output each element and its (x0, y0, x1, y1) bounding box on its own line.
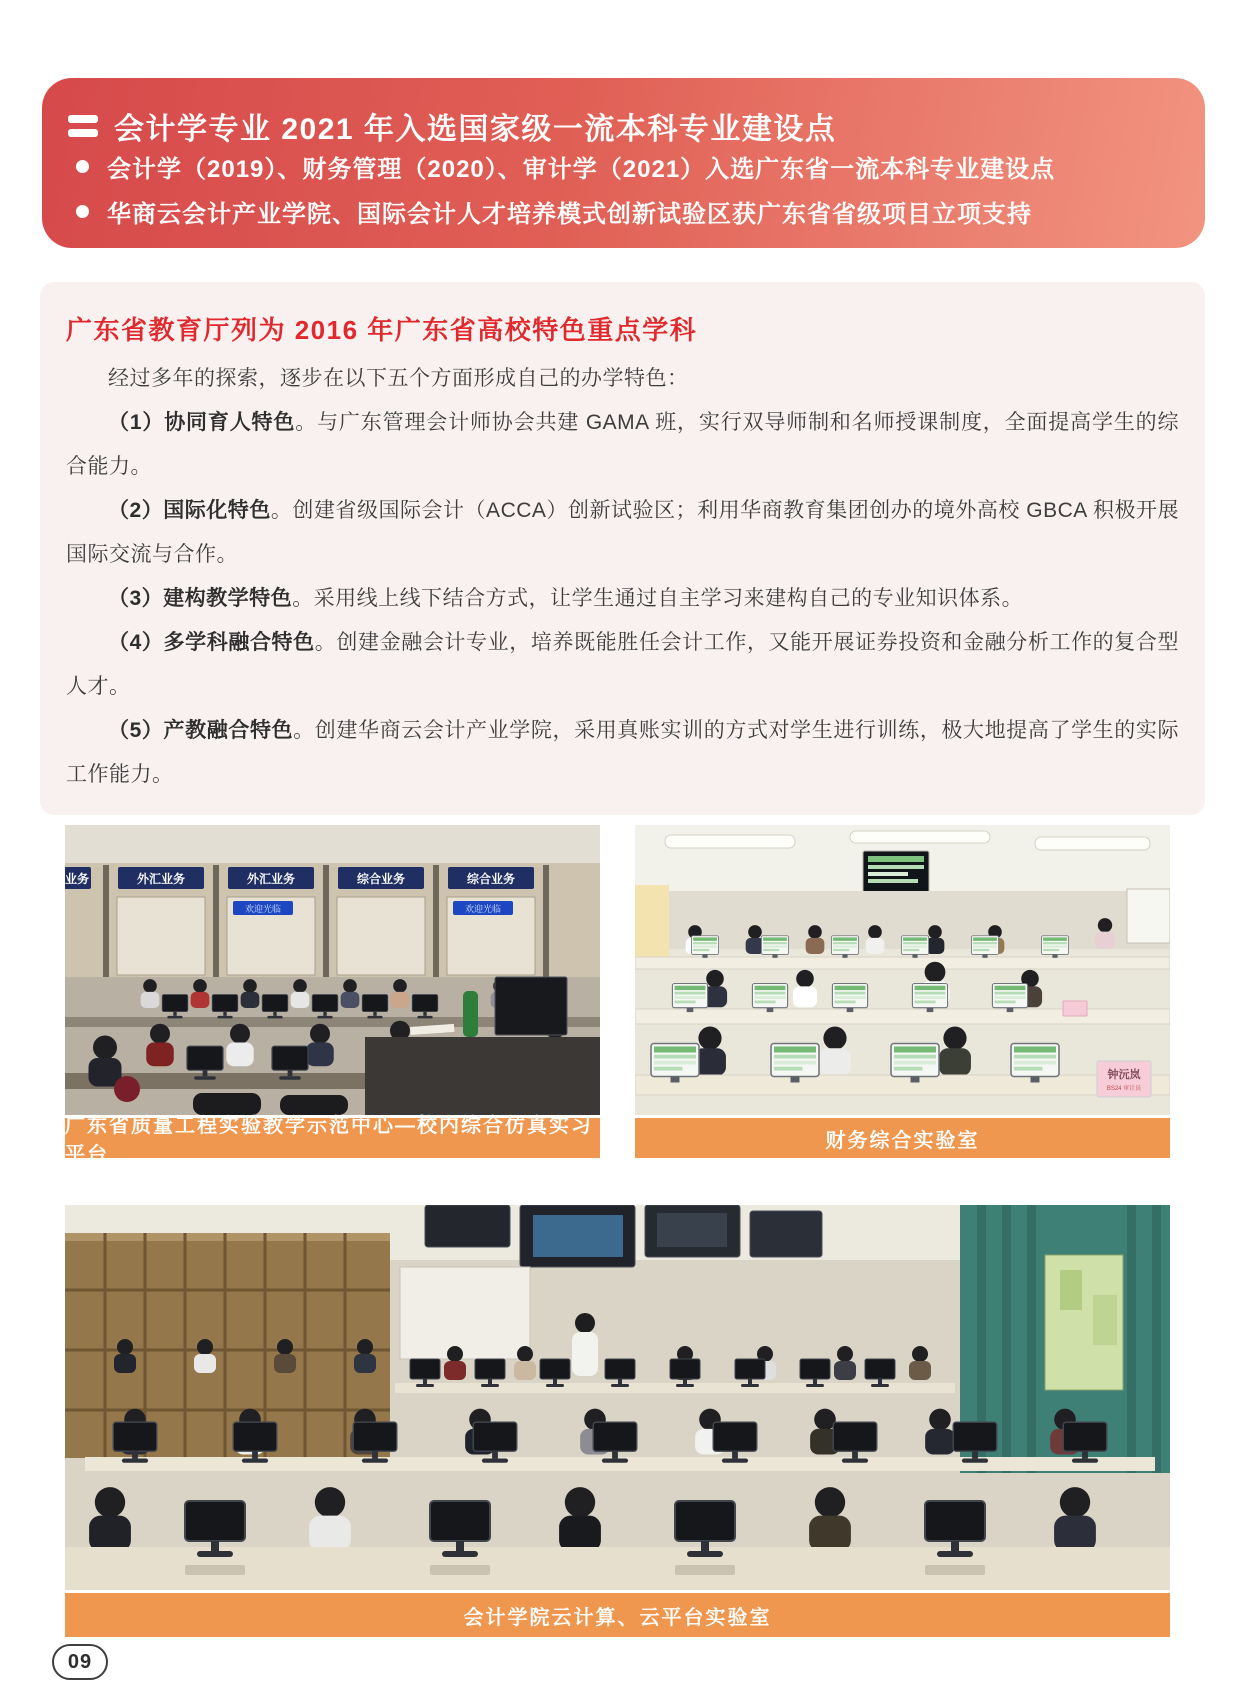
bullet-dot-icon (76, 205, 89, 218)
green-bottle (463, 991, 478, 1037)
sign-label: 综合业务 (466, 872, 516, 886)
name-card-sub: BS24 审计员 (1106, 1086, 1142, 1092)
photo-block-simulation-platform (65, 825, 600, 1166)
banner-bullet (76, 189, 1055, 234)
welcome-sign-label: 欢迎光临 (464, 904, 502, 914)
header-banner (42, 78, 1205, 248)
feature-panel (40, 282, 1205, 815)
wall-tv (863, 851, 929, 893)
section-intro: 经过多年的探索，逐步在以下五个方面形成自己的办学特色： (108, 367, 689, 390)
photo-caption: 广东省质量工程实验教学示范中心—校内综合仿真实习平台 (65, 1118, 600, 1158)
sign-label: 外汇业务 (246, 872, 296, 886)
yellow-curtain (635, 885, 669, 957)
sign-label: 综合业务 (356, 872, 406, 886)
banner-bullet-text: 华商云会计产业学院、国际会计人才培养模式创新试验区获广东省省级项目立项支持 (107, 201, 1032, 228)
banner-title: 会计学专业 2021 年入选国家级一流本科专业建设点 (114, 113, 837, 146)
name-card (1097, 1061, 1151, 1097)
sign-label: 外汇业务 (136, 872, 186, 886)
whiteboard (1127, 889, 1170, 943)
sign-label: 业务 (65, 872, 90, 886)
photo-caption: 会计学院云计算、云平台实验室 (65, 1593, 1170, 1637)
desk-partition-far (635, 957, 1170, 969)
photo-block-finance-lab (635, 825, 1170, 1158)
feature-item: （5）产教融合特色。创建华商云会计产业学院，采用真账实训的方式对学生进行训练，极大地提高了学生的实际工作能力。 (66, 719, 1180, 786)
photo-cloud-lab (65, 1205, 1170, 1590)
banner-title-row (68, 104, 836, 148)
desk-partition-far (395, 1383, 955, 1393)
banner-bullet-text: 会计学（2019）、财务管理（2020）、审计学（2021）入选广东省一流本科专业建设点 (107, 156, 1056, 183)
teacher-standing (572, 1313, 598, 1376)
photo-simulation-platform (65, 825, 600, 1115)
name-card-name: 钟沅岚 (1107, 1069, 1141, 1081)
photo-caption: 财务综合实验室 (635, 1118, 1170, 1158)
feature-item: （2）国际化特色。创建省级国际会计（ACCA）创新试验区；利用华商教育集团创办的境外高校 GBCA 积极开展国际交流与合作。 (66, 499, 1179, 566)
page-number-badge: 09 (52, 1644, 108, 1680)
projection-screen (400, 1267, 530, 1359)
feature-item: （3）建构教学特色。采用线上线下结合方式，让学生通过自主学习来建构自己的专业知识体系。 (108, 587, 1024, 610)
counter-signs (65, 867, 534, 889)
photo-finance-lab (635, 825, 1170, 1115)
feature-item: （1）协同育人特色。与广东管理会计师协会共建 GAMA 班，实行双导师制和名师授课制度，全面提高学生的综合能力。 (66, 411, 1179, 478)
double-bars-icon (68, 115, 98, 137)
banner-bullet (76, 144, 1055, 189)
section-heading: 广东省教育厅列为 2016 年广东省高校特色重点学科 (66, 315, 698, 345)
welcome-sign-label: 欢迎光临 (244, 904, 282, 914)
feature-item: （4）多学科融合特色。创建金融会计专业，培养既能胜任会计工作，又能开展证券投资和金融分析工作的复合型人才。 (66, 631, 1180, 698)
photo-block-cloud-lab (65, 1205, 1170, 1637)
red-handbag (114, 1076, 140, 1102)
bullet-dot-icon (76, 160, 89, 173)
banner-bullet-list (76, 144, 1055, 234)
desk-partition-near (635, 1075, 1170, 1095)
desk-partition-mid (635, 1009, 1170, 1024)
name-card-small (1063, 1001, 1087, 1016)
